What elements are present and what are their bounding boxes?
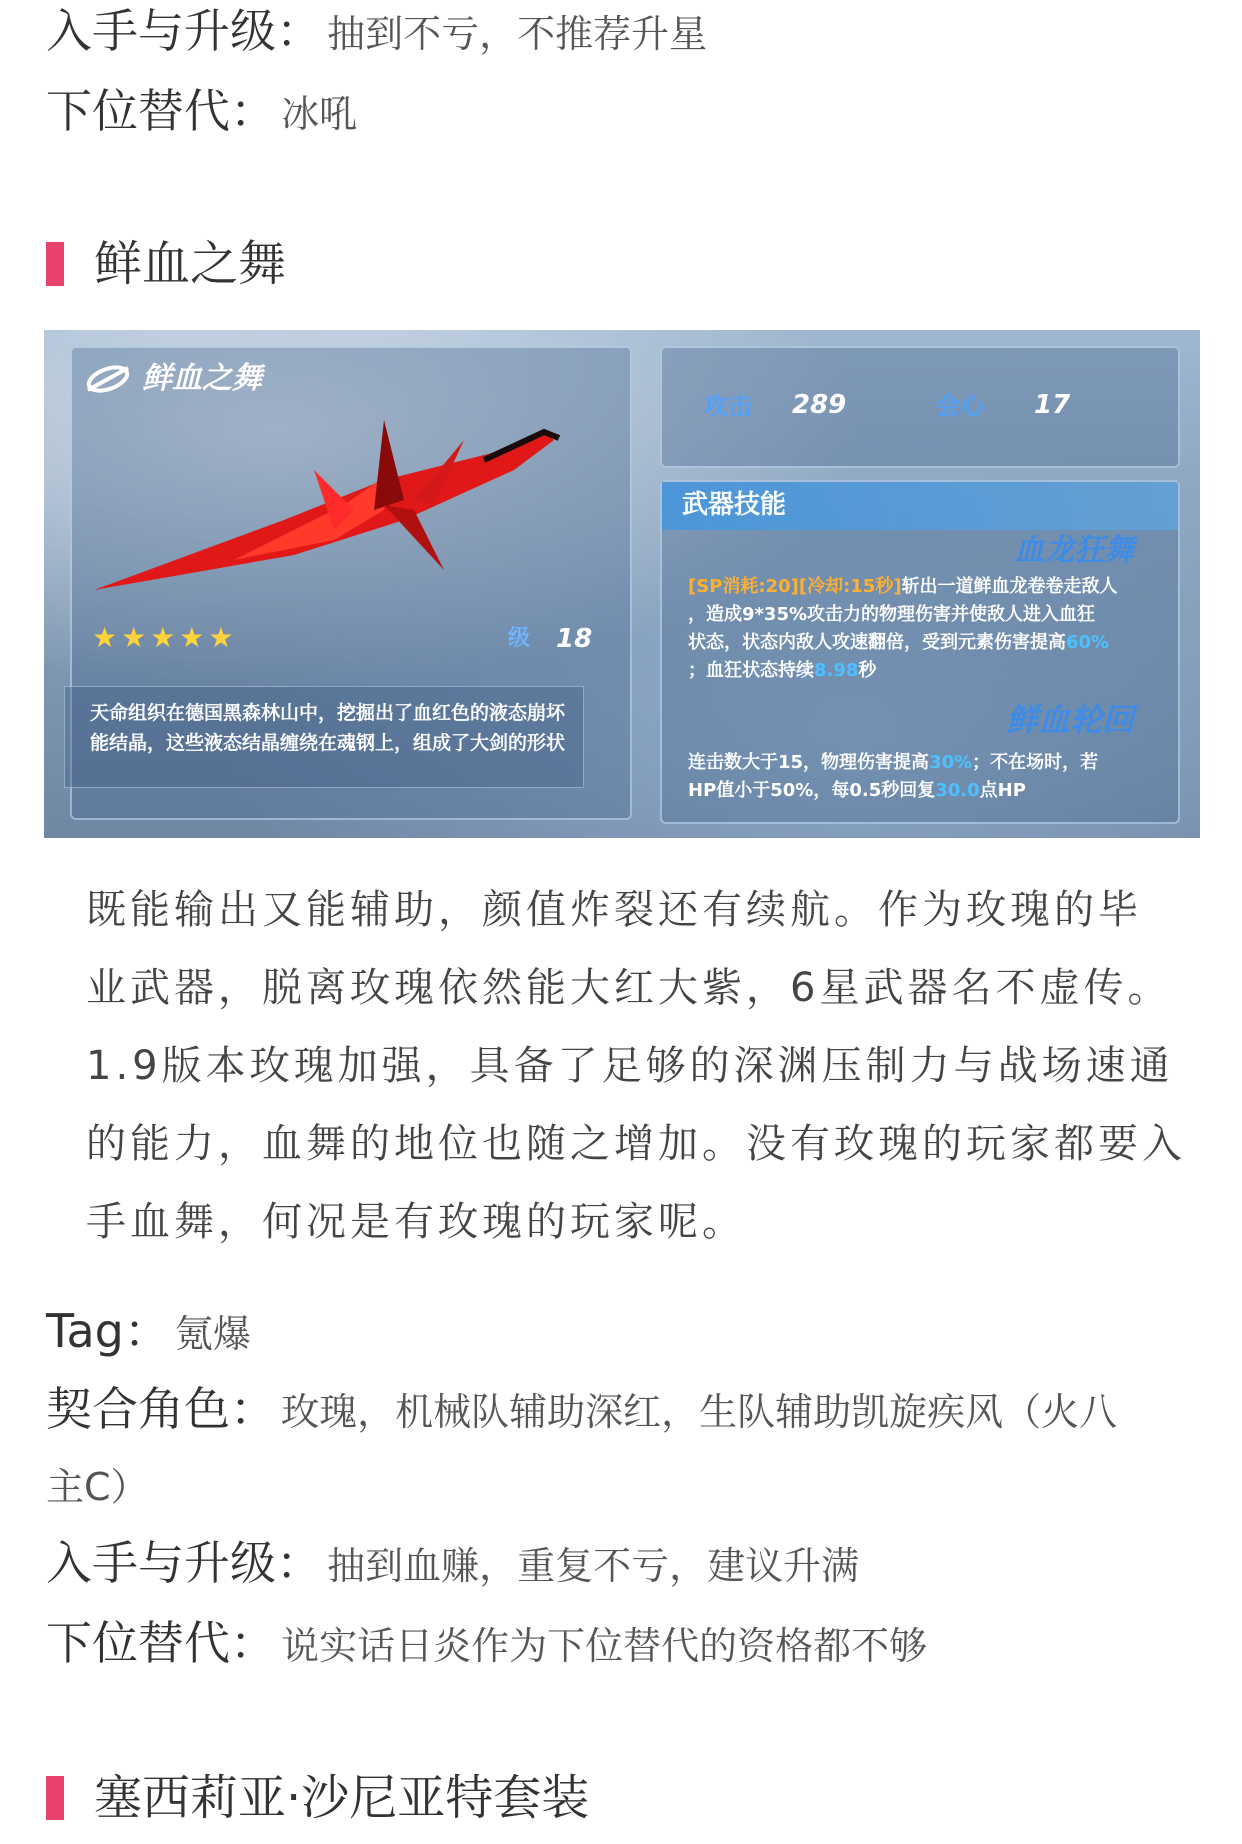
skill1-desc-line [688, 634, 1109, 652]
paragraph-line: 手血舞，何况是有玫瑰的玩家呢。 [86, 1199, 746, 1245]
tag-row [46, 1304, 251, 1358]
skill1-desc-text: 斩出一道鲜血龙卷卷走敌人 [901, 576, 1118, 597]
skill2-desc-line [688, 754, 1098, 772]
heading-accent-bar [46, 242, 64, 286]
partner-value: 玫瑰，机械队辅助深红，生队辅助凯旋疾风（火八 [281, 1390, 1118, 1434]
attack-value: 289 [792, 390, 847, 420]
skill2-name: 鲜血轮回 [1006, 701, 1135, 739]
paragraph-line: 的能力，血舞的地位也随之增加。没有玫瑰的玩家都要入 [86, 1121, 1186, 1167]
blood-dance-sword-image [84, 410, 604, 610]
level-label: 级 [508, 626, 531, 651]
alt-row [46, 1616, 928, 1670]
weapon-screenshot [44, 330, 1200, 838]
tag-value: 氪爆 [174, 1312, 251, 1356]
weapon-description-line: 能结晶，这些液态结晶缠绕在魂钢上，组成了大剑的形状 [90, 732, 566, 754]
skill1-cost-cooldown: [SP消耗:20][冷却:15秒] [688, 576, 902, 597]
skill1-desc-line [688, 662, 876, 680]
paragraph-line: 业武器，脱离玫瑰依然能大红大紫，6星武器名不虚传。 [86, 965, 1172, 1011]
partner-label: 契合角色： [46, 1382, 276, 1436]
rarity-stars: ★★★★★ [92, 621, 238, 654]
skill1-highlight-value: 8.98 [814, 660, 859, 681]
heading-accent-bar [46, 1776, 64, 1820]
skill2-highlight-value: 30.0 [935, 780, 980, 801]
skill2-highlight-value: 30% [929, 752, 973, 773]
prev-alt-label: 下位替代： [46, 84, 276, 138]
weapon-type-icon [84, 360, 132, 398]
prev-alt-row [46, 84, 358, 138]
skill2-desc-text: 连击数大于15，物理伤害提高 [688, 752, 930, 773]
skill2-desc-text: ；不在场时，若 [972, 752, 1099, 773]
acquire-row [46, 1536, 860, 1590]
prev-acquire-row [46, 4, 708, 58]
weapon-name: 鲜血之舞 [142, 361, 262, 396]
skill2-desc-text: HP值小于50%，每0.5秒回复 [688, 780, 936, 801]
alt-value: 说实话日炎作为下位替代的资格都不够 [281, 1624, 928, 1668]
skill1-highlight-value: 60% [1066, 632, 1110, 653]
skill1-desc-text: ；血狂状态持续 [688, 660, 814, 681]
skill1-desc-line: ，造成9*35%攻击力的物理伤害并使敌人进入血狂 [688, 604, 1096, 625]
section-title: 塞西莉亚·沙尼亚特套装 [94, 1770, 590, 1826]
paragraph-line: 1.9版本玫瑰加强，具备了足够的深渊压制力与战场速通 [86, 1043, 1174, 1089]
skill1-name: 血龙狂舞 [1014, 533, 1134, 568]
partner-row [46, 1382, 1118, 1436]
crit-label: 会心 [936, 392, 984, 420]
skill2-desc-line [688, 782, 1026, 800]
alt-label: 下位替代： [46, 1616, 276, 1670]
partner-row-continued [46, 1465, 149, 1509]
skill1-desc-line [688, 578, 1118, 596]
crit-value: 17 [1034, 390, 1071, 420]
skill1-desc-text: 秒 [858, 660, 877, 681]
prev-alt-value: 冰吼 [281, 92, 358, 136]
tag-label: Tag： [46, 1304, 170, 1358]
prev-acquire-label: 入手与升级： [46, 4, 322, 58]
skill2-desc-text: 点HP [979, 780, 1026, 801]
partner-value-continued: 主C） [46, 1465, 149, 1509]
acquire-label: 入手与升级： [46, 1536, 322, 1590]
prev-acquire-value: 抽到不亏，不推荐升星 [327, 12, 708, 56]
acquire-value: 抽到血赚，重复不亏，建议升满 [327, 1544, 860, 1588]
level-value: 18 [556, 624, 593, 654]
skill1-desc-text: 状态，状态内敌人攻速翻倍，受到元素伤害提高 [688, 632, 1066, 653]
paragraph-line: 既能输出又能辅助，颜值炸裂还有续航。作为玫瑰的毕 [86, 887, 1142, 933]
section-title: 鲜血之舞 [94, 236, 287, 292]
attack-label: 攻击 [704, 392, 752, 420]
weapon-description-line: 天命组织在德国黑森林山中，挖掘出了血红色的液态崩坏 [90, 702, 566, 724]
weapon-skills-title: 武器技能 [682, 490, 787, 520]
